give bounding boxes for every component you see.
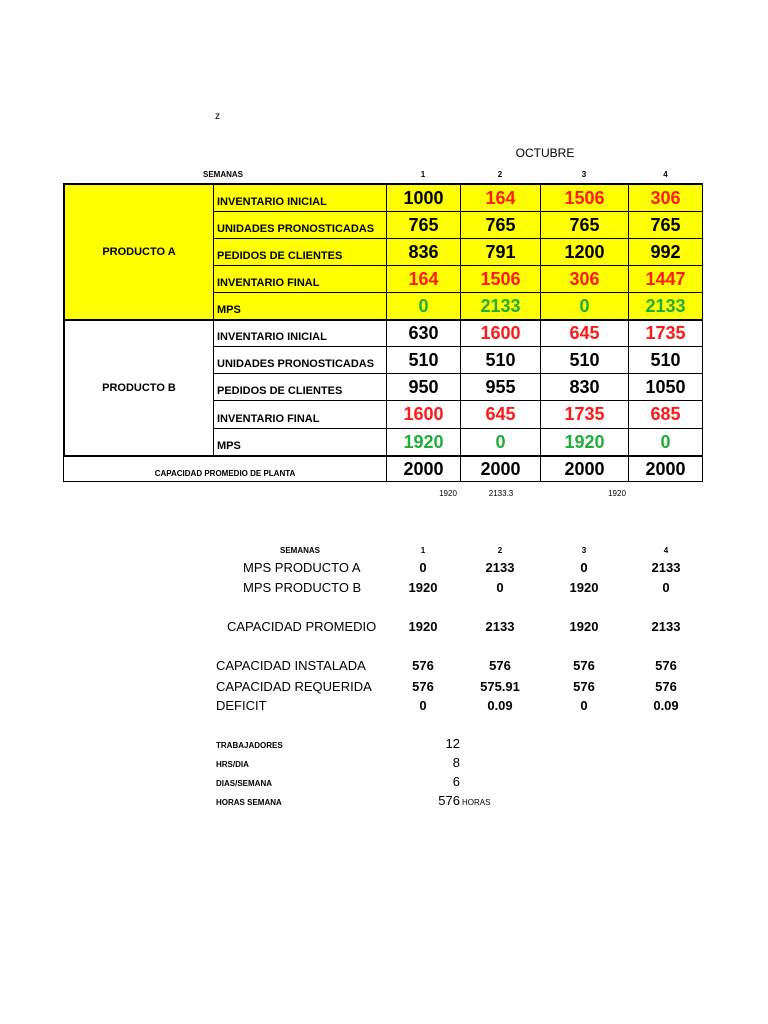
summary-week-header: 3 xyxy=(581,546,587,555)
row-label: MPS xyxy=(213,428,386,455)
capacity-cell: 2000 xyxy=(540,455,628,482)
value-cell: 0 xyxy=(460,428,540,455)
mps-producto-a-value: 2133 xyxy=(485,560,515,575)
note-value: 1920 xyxy=(439,489,457,498)
value-cell: 1000 xyxy=(386,183,460,211)
mps-table xyxy=(0,0,768,500)
value-cell: 164 xyxy=(386,265,460,292)
value-cell: 955 xyxy=(460,373,540,400)
value-cell: 950 xyxy=(386,373,460,400)
row-label: INVENTARIO FINAL xyxy=(213,265,386,292)
summary-weeks-label: SEMANAS xyxy=(280,546,321,555)
row-label: INVENTARIO INICIAL xyxy=(213,183,386,211)
capacidad-instalada-value: 576 xyxy=(655,658,677,673)
value-cell: 765 xyxy=(386,211,460,238)
note-value: 1920 xyxy=(608,489,626,498)
value-cell: 306 xyxy=(540,265,628,292)
value-cell: 791 xyxy=(460,238,540,265)
capacidad-promedio-value: 2133 xyxy=(485,619,515,634)
capacidad-requerida-value: 576 xyxy=(412,679,434,694)
value-cell: 164 xyxy=(460,183,540,211)
value-cell: 510 xyxy=(386,346,460,373)
row-label: PEDIDOS DE CLIENTES xyxy=(213,238,386,265)
value-cell: 830 xyxy=(540,373,628,400)
value-cell: 1600 xyxy=(460,319,540,346)
capacidad-promedio-value: 1920 xyxy=(408,619,438,634)
dias-semana-value: 6 xyxy=(452,774,460,789)
value-cell: 765 xyxy=(628,211,703,238)
summary-week-header: 1 xyxy=(420,546,426,555)
month-label: OCTUBRE xyxy=(515,146,575,160)
horas-unit: HORAS xyxy=(462,798,491,807)
value-cell: 0 xyxy=(628,428,703,455)
mps-producto-a-value: 0 xyxy=(419,560,427,575)
week-header: 3 xyxy=(581,170,587,179)
capacidad-instalada-value: 576 xyxy=(489,658,511,673)
value-cell: 765 xyxy=(540,211,628,238)
value-cell: 1506 xyxy=(460,265,540,292)
value-cell: 0 xyxy=(386,292,460,319)
hrs-dia-value: 8 xyxy=(452,755,460,770)
deficit-value: 0.09 xyxy=(487,698,513,713)
value-cell: 1920 xyxy=(540,428,628,455)
capacidad-instalada-label: CAPACIDAD INSTALADA xyxy=(216,658,366,673)
value-cell: 992 xyxy=(628,238,703,265)
dias-semana-label: DIAS/SEMANA xyxy=(216,779,273,788)
capacity-cell: 2000 xyxy=(628,455,703,482)
mps-producto-a-value: 2133 xyxy=(651,560,681,575)
value-cell: 1200 xyxy=(540,238,628,265)
top-mark: z xyxy=(215,111,220,122)
capacidad-requerida-label: CAPACIDAD REQUERIDA xyxy=(216,679,372,694)
value-cell: 0 xyxy=(540,292,628,319)
deficit-value: 0 xyxy=(419,698,427,713)
week-header: 1 xyxy=(420,170,426,179)
value-cell: 2133 xyxy=(460,292,540,319)
mps-producto-a-label: MPS PRODUCTO A xyxy=(243,560,361,575)
value-cell: 1506 xyxy=(540,183,628,211)
value-cell: 685 xyxy=(628,400,703,428)
capacity-cell: 2000 xyxy=(386,455,460,482)
value-cell: 510 xyxy=(628,346,703,373)
row-label: UNIDADES PRONOSTICADAS xyxy=(213,211,386,238)
row-label: INVENTARIO INICIAL xyxy=(213,319,386,346)
value-cell: 1600 xyxy=(386,400,460,428)
mps-producto-a-value: 0 xyxy=(580,560,588,575)
mps-producto-b-value: 1920 xyxy=(569,580,599,595)
value-cell: 1050 xyxy=(628,373,703,400)
note-value: 2133.3 xyxy=(488,489,514,498)
week-header: 4 xyxy=(663,170,668,179)
product-name: PRODUCTO B xyxy=(63,319,213,455)
capacidad-planta-label: CAPACIDAD PROMEDIO DE PLANTA xyxy=(63,455,386,482)
trabajadores-value: 12 xyxy=(445,736,460,751)
value-cell: 645 xyxy=(540,319,628,346)
value-cell: 836 xyxy=(386,238,460,265)
week-header: 2 xyxy=(497,170,503,179)
value-cell: 630 xyxy=(386,319,460,346)
value-cell: 1920 xyxy=(386,428,460,455)
value-cell: 1735 xyxy=(628,319,703,346)
horas-semana-value: 576 xyxy=(438,793,460,808)
weeks-label: SEMANAS xyxy=(203,170,244,179)
horas-semana-label: HORAS SEMANA xyxy=(216,798,282,807)
row-label: PEDIDOS DE CLIENTES xyxy=(213,373,386,400)
hrs-dia-label: HRS/DIA xyxy=(216,760,249,769)
capacidad-instalada-value: 576 xyxy=(573,658,595,673)
value-cell: 1735 xyxy=(540,400,628,428)
capacidad-requerida-value: 576 xyxy=(655,679,677,694)
mps-producto-b-label: MPS PRODUCTO B xyxy=(243,580,362,595)
mps-producto-b-value: 1920 xyxy=(408,580,438,595)
capacidad-requerida-value: 575.91 xyxy=(480,679,520,694)
capacidad-promedio-label: CAPACIDAD PROMEDIO xyxy=(227,619,377,634)
capacidad-promedio-value: 2133 xyxy=(651,619,681,634)
deficit-value: 0.09 xyxy=(653,698,679,713)
trabajadores-label: TRABAJADORES xyxy=(216,741,283,750)
summary-week-header: 2 xyxy=(497,546,503,555)
deficit-label: DEFICIT xyxy=(216,698,267,713)
value-cell: 510 xyxy=(460,346,540,373)
summary-week-header: 4 xyxy=(663,546,669,555)
row-label: UNIDADES PRONOSTICADAS xyxy=(213,346,386,373)
capacidad-promedio-value: 1920 xyxy=(569,619,599,634)
row-label: INVENTARIO FINAL xyxy=(213,400,386,428)
value-cell: 510 xyxy=(540,346,628,373)
mps-producto-b-value: 0 xyxy=(662,580,670,595)
deficit-value: 0 xyxy=(580,698,588,713)
value-cell: 2133 xyxy=(628,292,703,319)
value-cell: 645 xyxy=(460,400,540,428)
value-cell: 306 xyxy=(628,183,703,211)
product-name: PRODUCTO A xyxy=(63,183,213,319)
row-label: MPS xyxy=(213,292,386,319)
value-cell: 765 xyxy=(460,211,540,238)
mps-producto-b-value: 0 xyxy=(496,580,504,595)
capacity-cell: 2000 xyxy=(460,455,540,482)
value-cell: 1447 xyxy=(628,265,703,292)
capacidad-requerida-value: 576 xyxy=(573,679,595,694)
capacidad-instalada-value: 576 xyxy=(412,658,434,673)
